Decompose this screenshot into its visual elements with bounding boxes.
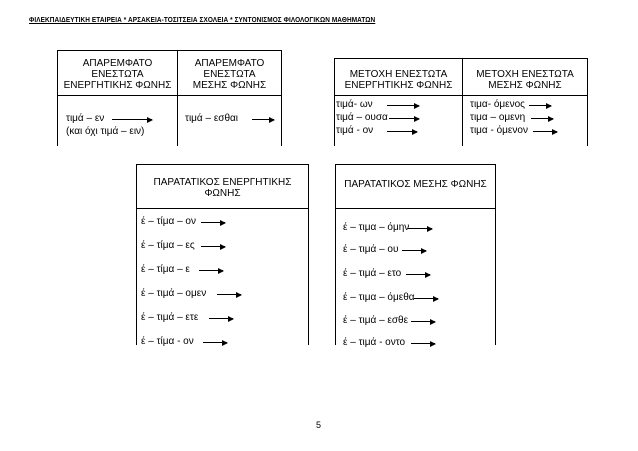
participle-active-row: τιμά- ων (336, 99, 373, 110)
infinitives-table (57, 50, 282, 146)
conjugation-row: έ – τίμα – ον (141, 216, 196, 227)
participle-middle-row: τιμα – ομενη (470, 112, 526, 123)
conjugation-row: έ – τίμα – ε (141, 264, 190, 275)
arrow-icon (408, 228, 432, 229)
participle-middle-row: τιμα- όμενος (470, 99, 525, 110)
conjugation-row: έ – τιμα – όμην (343, 222, 410, 233)
participle-middle-row: τιμα - όμενον (470, 125, 528, 136)
arrow-icon (252, 119, 274, 120)
arrow-icon (529, 105, 551, 106)
arrow-icon (402, 250, 426, 251)
arrow-icon (411, 343, 435, 344)
arrow-icon (411, 321, 435, 322)
infinitive-middle-row: τιμά – εσθαι (185, 113, 239, 124)
participle-middle-header: ΜΕΤΟΧΗ ΕΝΕΣΤΩΤΑ ΜΕΣΗΣ ΦΩΝΗΣ (476, 69, 574, 91)
participles-table (334, 58, 588, 146)
imperfect-active-header: ΠΑΡΑΤΑΤΙΚΟΣ ΕΝΕΡΓΗΤΙΚΗΣ ΦΩΝΗΣ (153, 177, 292, 199)
imperfect-middle-header: ΠΑΡΑΤΑΤΙΚΟΣ ΜΕΣΗΣ ΦΩΝΗΣ (344, 179, 487, 190)
participle-active-header: ΜΕΤΟΧΗ ΕΝΕΣΤΩΤΑ ΕΝΕΡΓΗΤΙΚΗΣ ΦΩΝΗΣ (344, 69, 453, 91)
arrow-icon (201, 246, 225, 247)
page-header: ΦΙΛΕΚΠΑΙΔΕΥΤΙΚΗ ΕΤΑΙΡΕΙΑ * ΑΡΣΑΚΕΙΑ-ΤΟΣΙΤΣΕΙΑ ΣΧΟΛΕΙΑ * ΣΥΝΤΟΝΙΣΜΟΣ ΦΙΛΟΛΟΓΙΚΩΝ ΜΑΘΗΜΑΤΩΝ (29, 17, 376, 24)
conjugation-row: έ – τίμα - ον (141, 336, 194, 347)
page-number: 5 (316, 420, 322, 430)
conjugation-row: έ – τιμά – ετο (343, 268, 402, 279)
arrow-icon (217, 294, 241, 295)
arrow-icon (199, 270, 223, 271)
conjugation-row: έ – τιμά – ετε (141, 312, 199, 323)
infinitive-middle-header: ΑΠΑΡΕΜΦΑΤΟ ΕΝΕΣΤΩΤΑ ΜΕΣΗΣ ΦΩΝΗΣ (192, 58, 267, 91)
arrow-icon (389, 118, 419, 119)
arrow-icon (209, 318, 233, 319)
arrow-icon (112, 119, 152, 120)
imperfect-active-table (136, 164, 309, 345)
participle-active-row: τιμά – ουσα (336, 112, 388, 123)
conjugation-row: έ – τιμά – ου (343, 244, 399, 255)
conjugation-row: έ – τιμά – ομεν (141, 288, 207, 299)
arrow-icon (387, 131, 417, 132)
arrow-icon (533, 131, 557, 132)
imperfect-middle-table (335, 164, 496, 348)
arrow-icon (201, 222, 225, 223)
infinitive-active-header: ΑΠΑΡΕΜΦΑΤΟ ΕΝΕΣΤΩΤΑ ΕΝΕΡΓΗΤΙΚΗΣ ΦΩΝΗΣ (63, 58, 172, 91)
infinitive-active-note: (και όχι τιμά – ειν) (66, 126, 145, 137)
arrow-icon (531, 118, 553, 119)
infinitive-active-row: τιμά – εν (66, 113, 105, 124)
conjugation-row: έ – τίμα – ες (141, 240, 195, 251)
conjugation-row: έ – τιμα – όμεθα (343, 292, 415, 303)
arrow-icon (203, 342, 227, 343)
arrow-icon (406, 274, 430, 275)
conjugation-row: έ – τιμά – εσθε (343, 315, 409, 326)
participle-active-row: τιμά - ον (336, 125, 374, 136)
arrow-icon (387, 105, 419, 106)
conjugation-row: έ – τιμά - οντο (343, 337, 406, 348)
arrow-icon (414, 298, 438, 299)
